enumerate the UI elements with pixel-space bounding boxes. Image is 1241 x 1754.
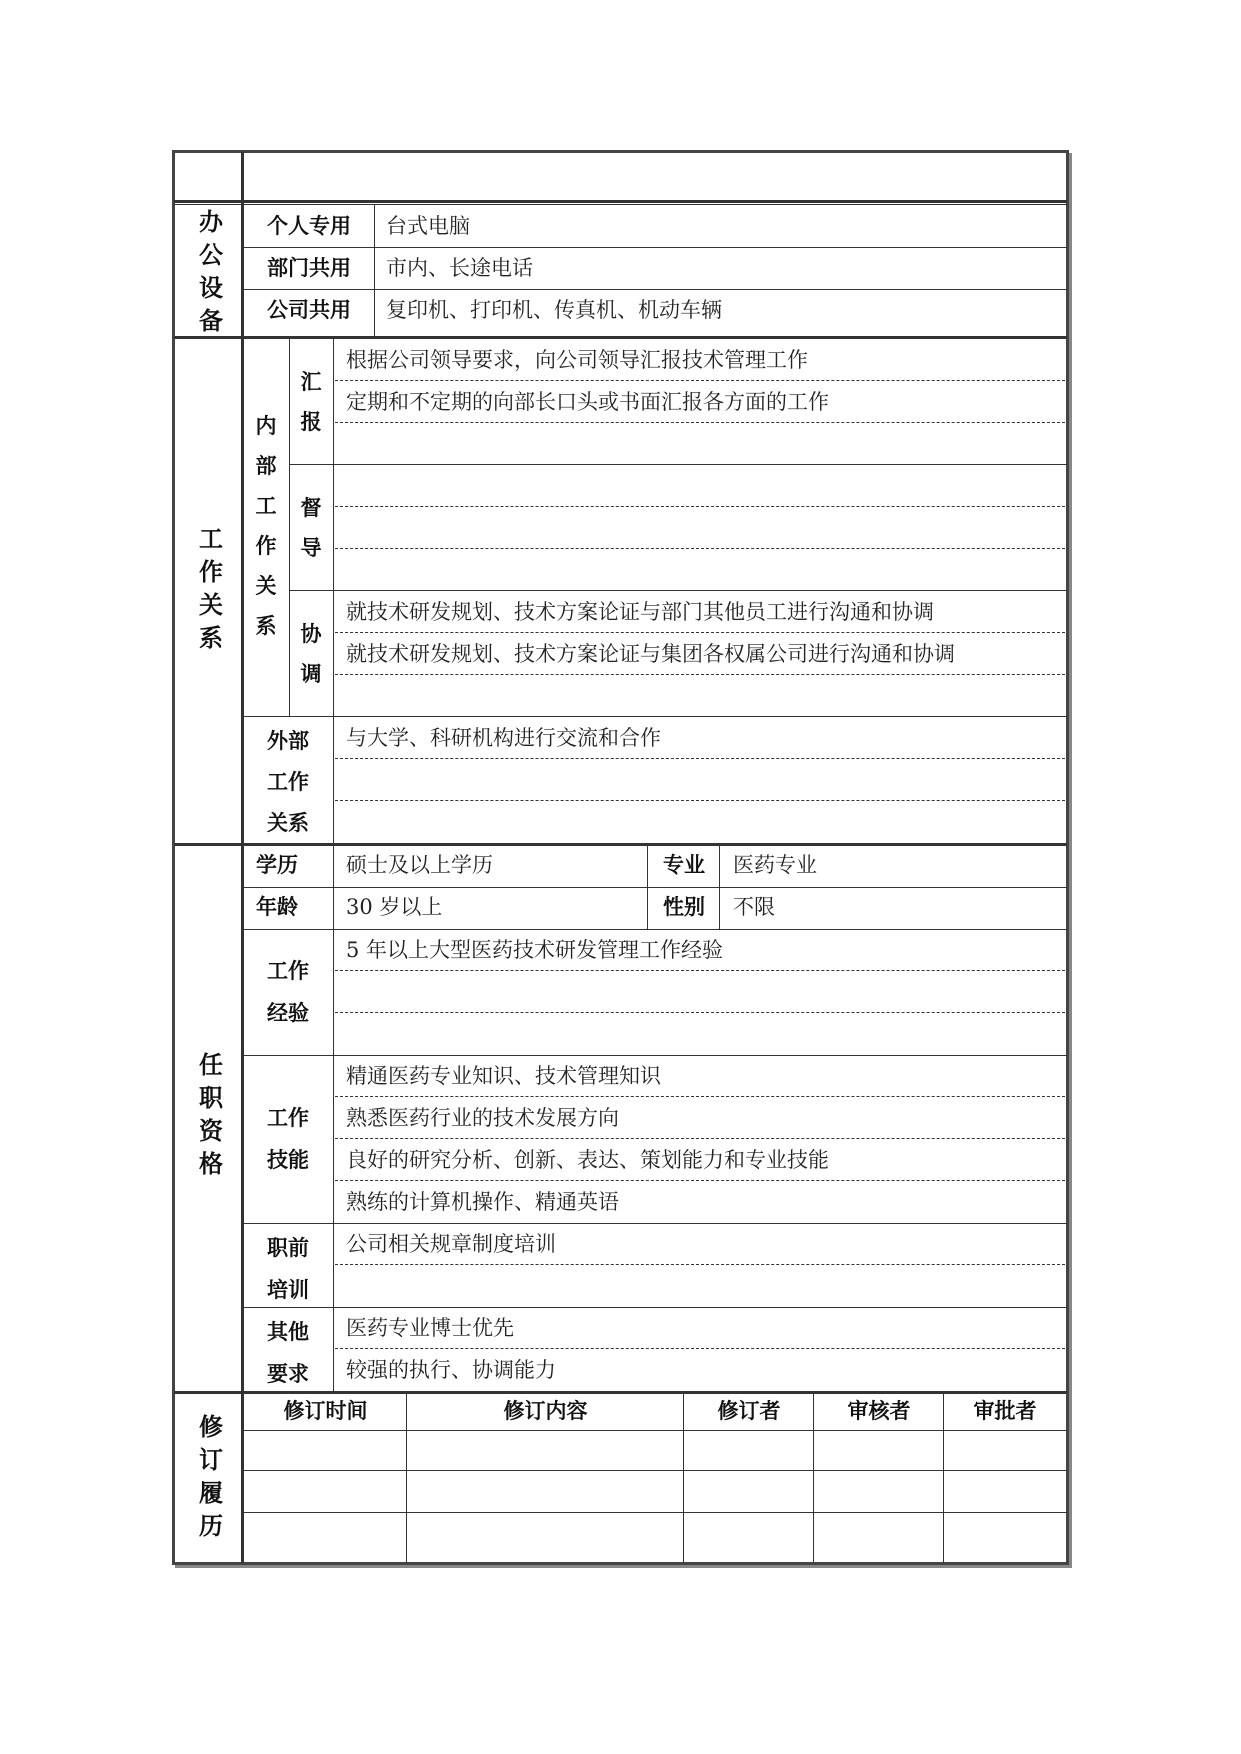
dashed-rule bbox=[335, 758, 1065, 759]
dashed-rule bbox=[335, 1180, 1065, 1181]
supervise-label bbox=[296, 488, 326, 568]
section-label-char: 订 bbox=[199, 1446, 223, 1474]
row-divider bbox=[243, 289, 1067, 290]
revision-header-approver: 审批者 bbox=[973, 1399, 1037, 1423]
dashed-rule bbox=[335, 800, 1065, 801]
row-divider bbox=[243, 1307, 1067, 1308]
section-divider bbox=[174, 204, 1067, 205]
gender-value: 不限 bbox=[733, 895, 775, 919]
skills-label bbox=[250, 1097, 326, 1181]
experience-label bbox=[250, 950, 326, 1034]
dashed-rule bbox=[335, 1012, 1065, 1013]
report-line: 根据公司领导要求，向公司领导汇报技术管理工作 bbox=[346, 348, 808, 372]
major-value: 医药专业 bbox=[733, 853, 817, 877]
row-divider bbox=[243, 1223, 1067, 1224]
row-divider bbox=[243, 247, 1067, 248]
section-label-char: 格 bbox=[199, 1150, 223, 1178]
dashed-rule bbox=[335, 422, 1065, 423]
major-label: 专业 bbox=[663, 853, 705, 877]
label-line: 经验 bbox=[267, 1001, 309, 1025]
revision-header-reviewer: 审核者 bbox=[847, 1399, 911, 1423]
internal-label-divider bbox=[289, 338, 290, 716]
label-line: 职前 bbox=[267, 1236, 309, 1260]
skills-line: 精通医药专业知识、技术管理知识 bbox=[346, 1064, 661, 1088]
report-line: 定期和不定期的向部长口头或书面汇报各方面的工作 bbox=[346, 390, 829, 414]
revision-col-divider bbox=[683, 1393, 684, 1563]
label-line: 工作 bbox=[267, 1106, 309, 1130]
label-char: 报 bbox=[300, 410, 322, 434]
label-line: 工作 bbox=[267, 770, 309, 794]
section-label-char: 备 bbox=[199, 307, 223, 335]
internal-relations-label bbox=[251, 406, 281, 646]
revision-header-date: 修订时间 bbox=[283, 1399, 368, 1423]
section-label-char: 系 bbox=[199, 624, 223, 652]
dashed-rule bbox=[335, 674, 1065, 675]
row-divider bbox=[243, 887, 1067, 888]
gender-label: 性别 bbox=[663, 895, 705, 919]
label-line: 技能 bbox=[267, 1148, 309, 1172]
dashed-rule bbox=[335, 632, 1065, 633]
education-value: 硕士及以上学历 bbox=[346, 853, 493, 877]
other-requirements-line: 医药专业博士优先 bbox=[346, 1316, 514, 1340]
label-char: 内 bbox=[255, 414, 277, 438]
revision-header-content: 修订内容 bbox=[503, 1399, 588, 1423]
experience-line: 5 年以上大型医药技术研发管理工作经验 bbox=[346, 938, 724, 962]
other-requirements-label bbox=[250, 1311, 326, 1395]
label-char: 协 bbox=[300, 622, 322, 646]
qualifications-section-label bbox=[196, 1049, 226, 1181]
dashed-rule bbox=[335, 1264, 1065, 1265]
external-line: 与大学、科研机构进行交流和合作 bbox=[346, 726, 661, 750]
training-line: 公司相关规章制度培训 bbox=[346, 1232, 556, 1256]
equipment-label-divider bbox=[374, 205, 375, 336]
work-relations-section-label bbox=[196, 523, 226, 655]
dashed-rule bbox=[335, 1348, 1065, 1349]
label-char: 导 bbox=[300, 536, 322, 560]
label-char: 作 bbox=[255, 534, 277, 558]
section-label-char: 设 bbox=[199, 274, 223, 302]
label-char: 汇 bbox=[300, 370, 322, 394]
label-line: 外部 bbox=[267, 729, 309, 753]
revision-row-divider bbox=[243, 1430, 1067, 1431]
row-divider bbox=[289, 464, 1067, 465]
report-label bbox=[296, 362, 326, 442]
skills-line: 熟练的计算机操作、精通英语 bbox=[346, 1190, 619, 1214]
revision-col-divider bbox=[813, 1393, 814, 1563]
equipment-row-value: 市内、长途电话 bbox=[386, 256, 533, 280]
dashed-rule bbox=[335, 970, 1065, 971]
qual-label-divider bbox=[333, 845, 334, 1391]
label-line: 其他 bbox=[267, 1320, 309, 1344]
label-line: 培训 bbox=[267, 1278, 309, 1302]
section-label-char: 历 bbox=[199, 1512, 223, 1540]
section-label-char: 任 bbox=[199, 1051, 223, 1079]
section-label-char: 公 bbox=[199, 241, 223, 269]
section-label-char: 工 bbox=[199, 525, 223, 553]
section-label-char: 修 bbox=[199, 1413, 223, 1441]
age-label: 年龄 bbox=[256, 895, 298, 919]
label-char: 关 bbox=[255, 574, 277, 598]
office-equipment-section-label bbox=[196, 206, 226, 338]
label-char: 工 bbox=[255, 494, 277, 518]
section-label-char: 履 bbox=[199, 1479, 223, 1507]
row-divider bbox=[289, 590, 1067, 591]
equipment-row-label: 部门共用 bbox=[267, 256, 351, 280]
dashed-rule bbox=[335, 548, 1065, 549]
section-label-char: 办 bbox=[199, 208, 223, 236]
dashed-rule bbox=[335, 506, 1065, 507]
revision-col-divider bbox=[943, 1393, 944, 1563]
equipment-row-label: 公司共用 bbox=[267, 298, 351, 322]
label-char: 调 bbox=[300, 662, 322, 686]
row-divider bbox=[243, 929, 1067, 930]
revision-history-section-label bbox=[196, 1411, 226, 1543]
other-requirements-line: 较强的执行、协调能力 bbox=[346, 1358, 556, 1382]
label-char: 系 bbox=[255, 614, 277, 638]
education-label: 学历 bbox=[256, 853, 298, 877]
section-label-char: 关 bbox=[199, 591, 223, 619]
coordinate-line: 就技术研发规划、技术方案论证与部门其他员工进行沟通和协调 bbox=[346, 600, 934, 624]
coordinate-line: 就技术研发规划、技术方案论证与集团各权属公司进行沟通和协调 bbox=[346, 642, 955, 666]
label-line: 工作 bbox=[267, 959, 309, 983]
age-value: 30 岁以上 bbox=[346, 895, 443, 919]
label-char: 部 bbox=[255, 454, 277, 478]
training-label bbox=[250, 1227, 326, 1311]
equipment-row-value: 复印机、打印机、传真机、机动车辆 bbox=[386, 298, 722, 322]
section-label-char: 资 bbox=[199, 1117, 223, 1145]
left-column-divider bbox=[241, 152, 244, 1563]
label-line: 要求 bbox=[267, 1362, 309, 1386]
section-divider bbox=[174, 336, 1067, 339]
section-label-char: 作 bbox=[199, 558, 223, 586]
row-divider bbox=[243, 716, 1067, 717]
dashed-rule bbox=[335, 1138, 1065, 1139]
coordinate-label bbox=[296, 614, 326, 694]
section-divider bbox=[174, 200, 1067, 203]
dashed-rule bbox=[335, 1096, 1065, 1097]
revision-col-divider bbox=[406, 1393, 407, 1563]
skills-line: 熟悉医药行业的技术发展方向 bbox=[346, 1106, 619, 1130]
revision-row-divider bbox=[243, 1470, 1067, 1471]
skills-line: 良好的研究分析、创新、表达、策划能力和专业技能 bbox=[346, 1148, 829, 1172]
external-relations-label bbox=[250, 721, 326, 844]
revision-row-divider bbox=[243, 1512, 1067, 1513]
row-divider bbox=[243, 1055, 1067, 1056]
label-char: 督 bbox=[300, 496, 322, 520]
section-label-char: 职 bbox=[199, 1084, 223, 1112]
revision-header-reviser: 修订者 bbox=[717, 1399, 781, 1423]
equipment-row-label: 个人专用 bbox=[267, 214, 351, 238]
dashed-rule bbox=[335, 380, 1065, 381]
equipment-row-value: 台式电脑 bbox=[386, 214, 470, 238]
label-line: 关系 bbox=[267, 811, 309, 835]
